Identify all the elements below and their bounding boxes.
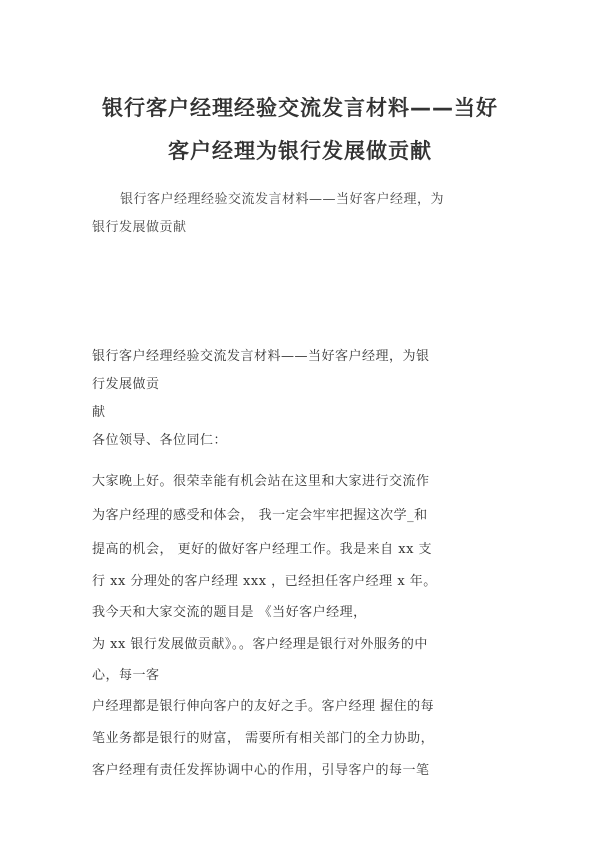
body-line: 为 xx 银行发展做贡献》。。客户经理是银行对外服务的中 bbox=[92, 637, 428, 652]
body-line: 提高的机会， 更好的做好客户经理工作。我是来自 xx 支 bbox=[92, 542, 433, 557]
body-line: 献 bbox=[92, 405, 106, 420]
body-line: 笔业务都是银行的财富， 需要所有相关部门的全力协助， bbox=[92, 731, 435, 746]
document-title-line-2: 客户经理为银行发展做贡献 bbox=[168, 139, 432, 163]
document-title-line-1: 银行客户经理经验交流发言材料——当好 bbox=[102, 96, 498, 120]
intro-line-2: 银行发展做贡献 bbox=[92, 220, 187, 235]
body-line: 各位领导、各位同仁： bbox=[92, 433, 228, 448]
body-line: 我今天和大家交流的题目是 《当好客户经理， bbox=[92, 605, 367, 620]
body-line: 银行客户经理经验交流发言材料——当好客户经理，为银 bbox=[92, 349, 430, 364]
body-line: 客户经理有责任发挥协调中心的作用，引导客户的每一笔 bbox=[92, 763, 430, 778]
body-line: 大家晚上好。很荣幸能有机会站在这里和大家进行交流作 bbox=[92, 474, 430, 489]
body-line: 心，每一客 bbox=[92, 668, 160, 683]
body-line: 为客户经理的感受和体会， 我一定会牢牢把握这次学_和 bbox=[92, 508, 428, 523]
body-line: 行 xx 分理处的客户经理 xxx ，已经担任客户经理 x 年。 bbox=[92, 574, 437, 589]
body-line: 户经理都是银行伸向客户的友好之手。客户经理 握住的每 bbox=[92, 699, 435, 714]
body-line: 行发展做贡 bbox=[92, 377, 160, 392]
intro-line-1: 银行客户经理经验交流发言材料——当好客户经理，为 bbox=[120, 192, 445, 207]
